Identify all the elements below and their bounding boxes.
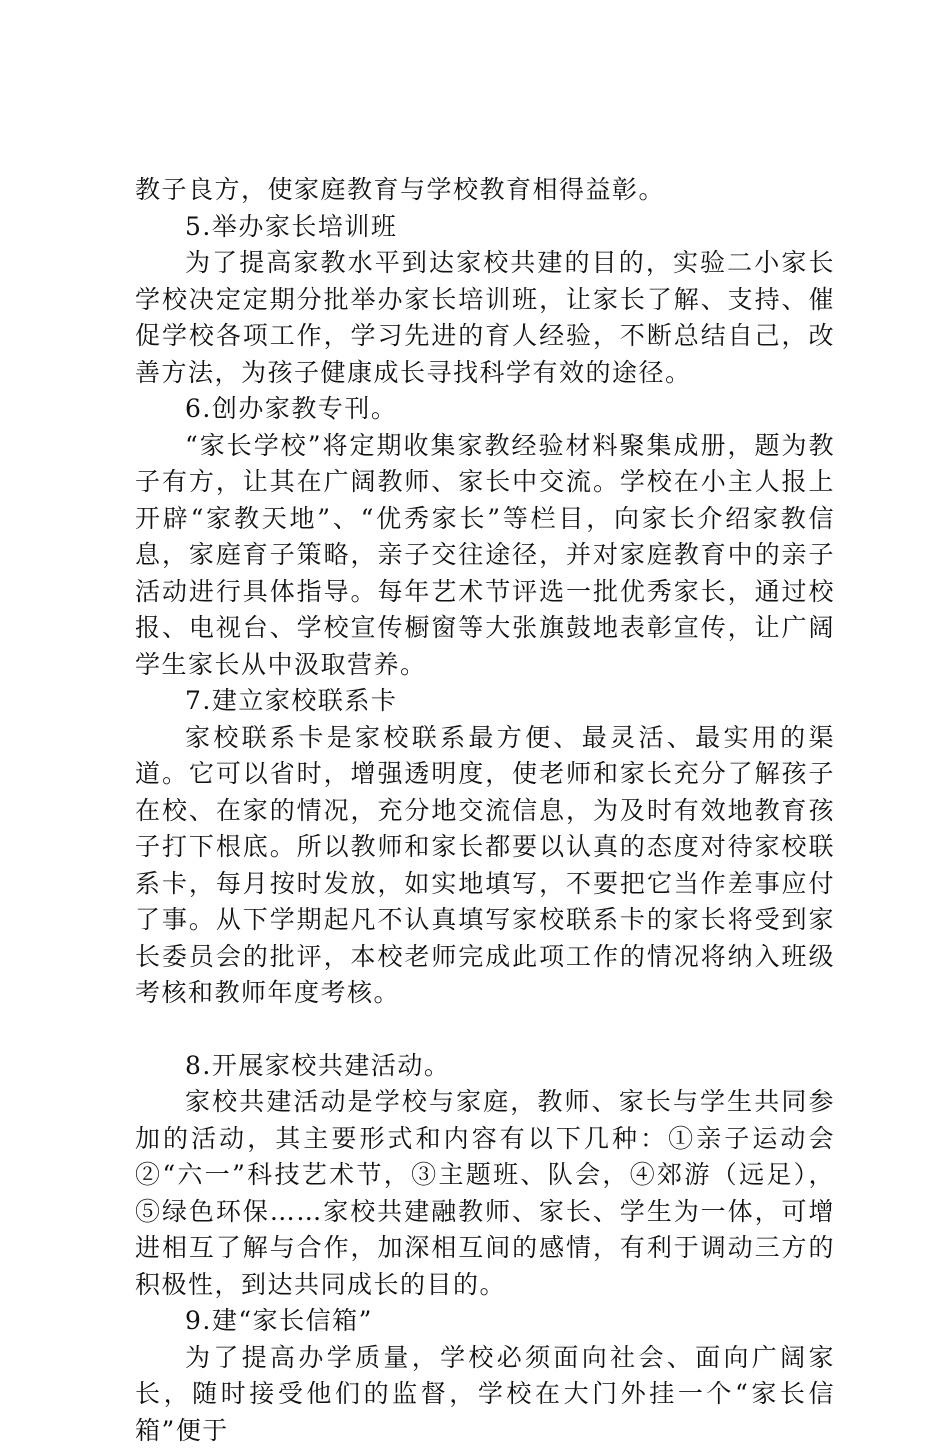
heading-item-6: 6.创办家教专刊。 [135, 391, 835, 428]
heading-item-7: 7.建立家校联系卡 [135, 683, 835, 720]
paragraph-continuation: 教子良方，使家庭教育与学校教育相得益彰。 [135, 172, 835, 209]
heading-item-9: 9.建“家长信箱” [135, 1303, 835, 1340]
heading-item-8: 8.开展家校共建活动。 [135, 1048, 835, 1085]
paragraph-item-7: 家校联系卡是家校联系最方便、最灵活、最实用的渠道。它可以省时，增强透明度，使老师和家长充分了解孩子在校、在家的情况，充分地交流信息，为及时有效地教育孩子打下根底。所以教师和家长都要以认真的态度对待家校联系卡，每月按时发放，如实地填写，不要把它当作差事应付了事。从下学期起凡不认真填写家校联系卡的家长将受到家长委员会的批评，本校老师完成此项工作的情况将纳入班级考核和教师年度考核。 [135, 720, 835, 1012]
paragraph-item-5: 为了提高家教水平到达家校共建的目的，实验二小家长学校决定定期分批举办家长培训班，让家长了解、支持、催促学校各项工作，学习先进的育人经验，不断总结自己，改善方法，为孩子健康成长寻找科学有效的途径。 [135, 245, 835, 391]
paragraph-spacer [135, 1012, 835, 1048]
paragraph-item-6: “家长学校”将定期收集家教经验材料聚集成册，题为教子有方，让其在广阔教师、家长中交流。学校在小主人报上开辟“家教天地”、“优秀家长”等栏目，向家长介绍家教信息，家庭育子策略，亲子交往途径，并对家庭教育中的亲子活动进行具体指导。每年艺术节评选一批优秀家长，通过校报、电视台、学校宣传橱窗等大张旗鼓地表彰宣传，让广阔学生家长从中汲取营养。 [135, 428, 835, 684]
paragraph-item-9: 为了提高办学质量，学校必须面向社会、面向广阔家长，随时接受他们的监督，学校在大门外挂一个“家长信箱”便于 [135, 1340, 835, 1449]
paragraph-item-8: 家校共建活动是学校与家庭，教师、家长与学生共同参加的活动，其主要形式和内容有以下几种：①亲子运动会②“六一”科技艺术节，③主题班、队会，④郊游（远足），⑤绿色环保……家校共建融教师、家长、学生为一体，可增进相互了解与合作，加深相互间的感情，有利于调动三方的积极性，到达共同成长的目的。 [135, 1084, 835, 1303]
heading-item-5: 5.举办家长培训班 [135, 209, 835, 246]
document-body [135, 172, 835, 1449]
